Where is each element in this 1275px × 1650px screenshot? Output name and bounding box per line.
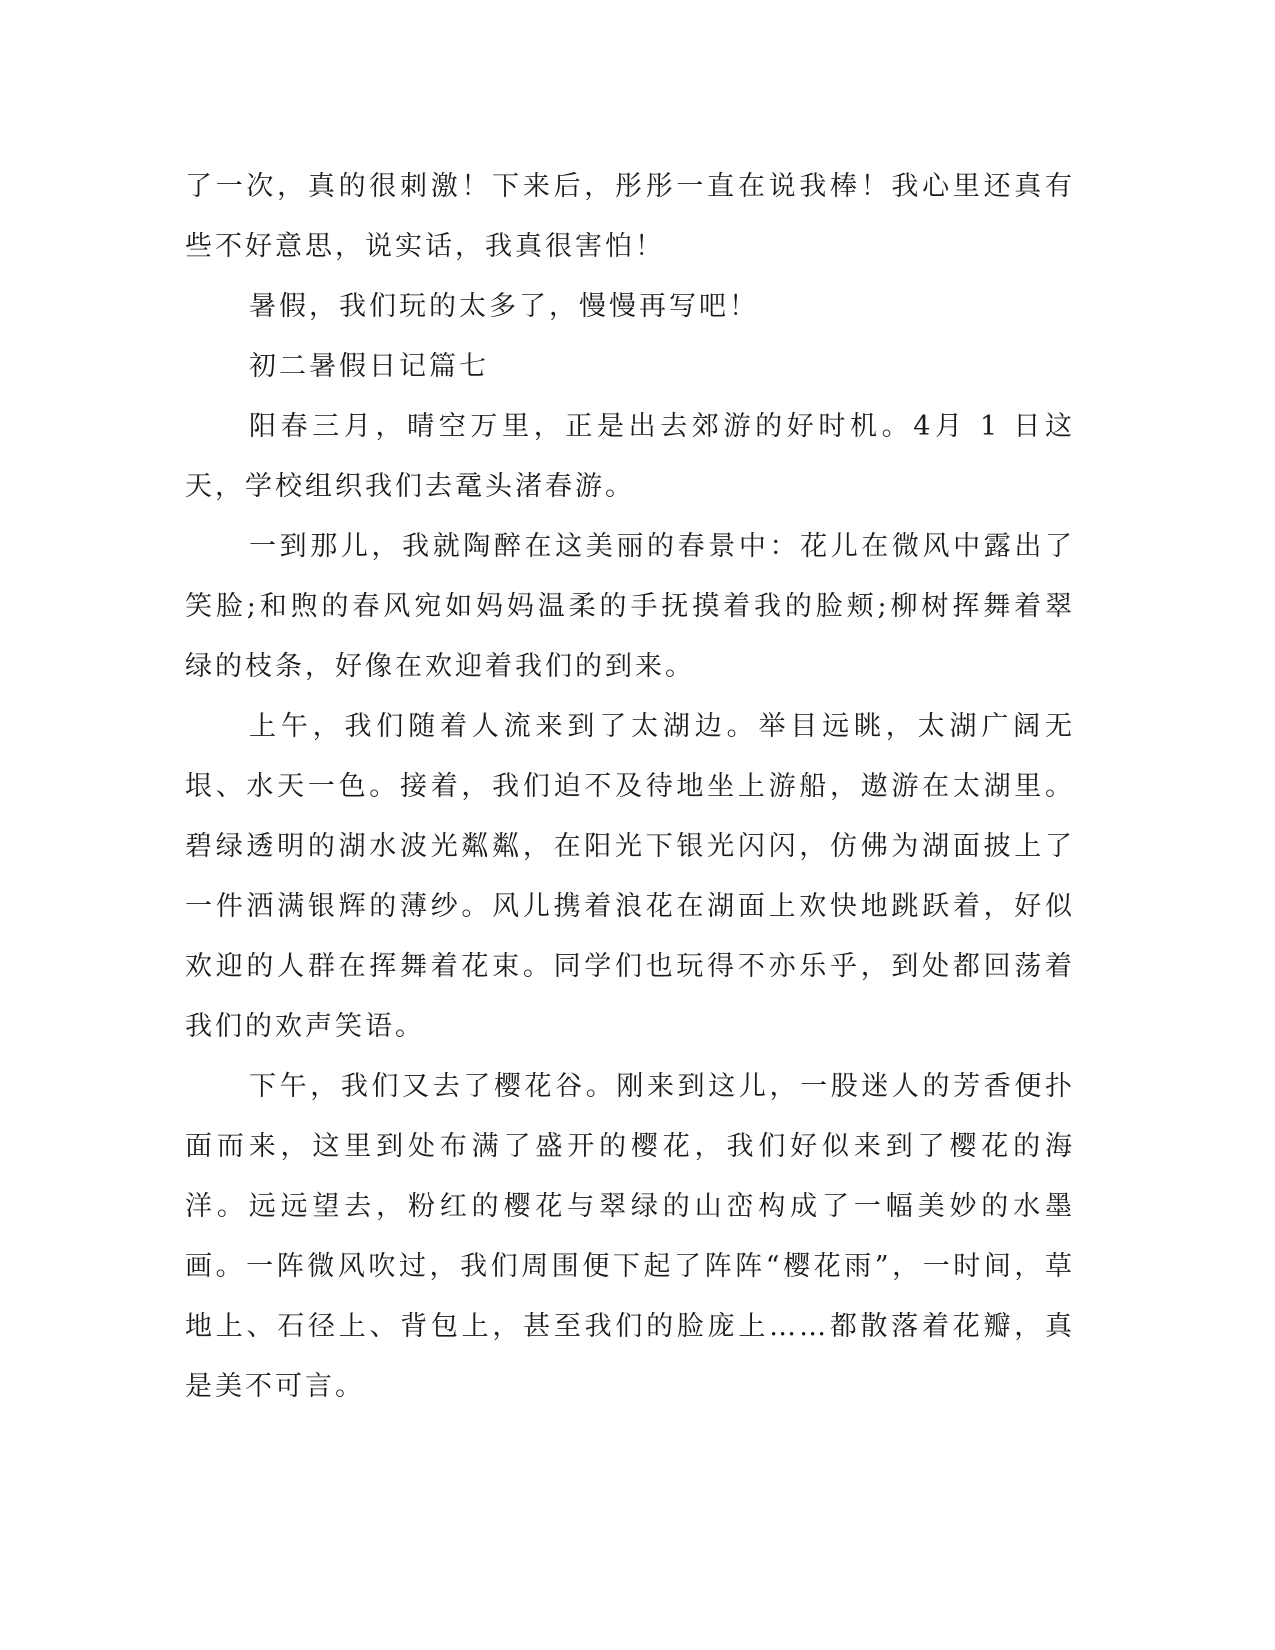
paragraph-continuation: 了一次，真的很刺激！下来后，彤彤一直在说我棒！我心里还真有些不好意思，说实话，我真很害怕！: [185, 171, 1075, 262]
section-heading: 初二暑假日记篇七: [249, 351, 489, 382]
paragraph-afternoon-cherry: 下午，我们又去了樱花谷。刚来到这儿，一股迷人的芳香便扑面而来，这里到处布满了盛开的樱花，我们好似来到了樱花的海洋。远远望去，粉红的樱花与翠绿的山峦构成了一幅美妙的水墨画。一阵微风吹过，我们周围便下起了阵阵“樱花雨”，一时间，草地上、石径上、背包上，甚至我们的脸庞上……都散落着花瓣，真是美不可言。: [185, 1071, 1075, 1402]
document-body: [185, 157, 1075, 1417]
paragraph-summer-closing: 暑假，我们玩的太多了，慢慢再写吧！: [249, 291, 759, 322]
paragraph-intro: 阳春三月，晴空万里，正是出去郊游的好时机。4月 1 日这天，学校组织我们去鼋头渚春游。: [185, 411, 1075, 502]
paragraph-morning-lake: 上午，我们随着人流来到了太湖边。举目远眺，太湖广阔无垠、水天一色。接着，我们迫不及待地坐上游船，遨游在太湖里。碧绿透明的湖水波光粼粼，在阳光下银光闪闪，仿佛为湖面披上了一件洒满银辉的薄纱。风儿携着浪花在湖面上欢快地跳跃着，好似欢迎的人群在挥舞着花束。同学们也玩得不亦乐乎，到处都回荡着我们的欢声笑语。: [185, 711, 1075, 1042]
paragraph-spring-scene: 一到那儿，我就陶醉在这美丽的春景中：花儿在微风中露出了笑脸;和煦的春风宛如妈妈温柔的手抚摸着我的脸颊;柳树挥舞着翠绿的枝条，好像在欢迎着我们的到来。: [185, 531, 1075, 682]
